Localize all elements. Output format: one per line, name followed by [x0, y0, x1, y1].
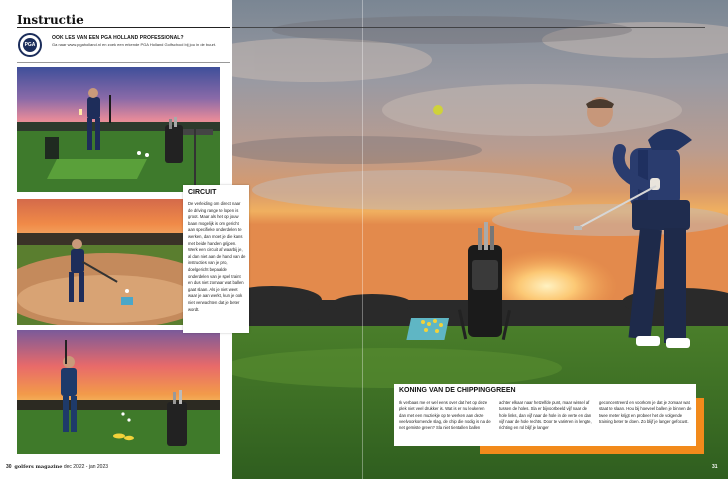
- pga-logo-text: PGA: [23, 38, 37, 52]
- koning-column-2: achter elkaar naar hetzelfde punt, maar wissel af tussen de holes. Sla er bijvoorbeeld vijf naar de hole links, dan vijf naar de hole in de verte en dan vijf naar de hole rechts. Door te variëren in lengte, richting en rol blijf je langer: [499, 400, 592, 431]
- photo-driving-range: [17, 67, 220, 192]
- circuit-textbox: [183, 185, 249, 333]
- header-rule-right: [232, 27, 705, 28]
- section-title: Instructie: [17, 13, 84, 27]
- circuit-heading: CIRCUIT: [188, 189, 217, 196]
- koning-column-1: Ik verbaas me er wel eens over dat het op deze plek niet veel drukker is. Wat is er nu leukeren dan met een muziekje op te werken aan deze veelvoorkomende slag, de chip die nodig is na de net gemiste green? Sla niet tientallen ballen: [399, 400, 491, 431]
- circuit-body: De verleiding om direct naar de driving range te lopen is groot. Maar als het op jouw baan mogelijk is om gericht aan specifieke onderdelen te werken, dan moet je die kans met beide handen grijpen. Werk een circuit af waarbij je, al dan niet aan de hand van de instructies van je pro, doelgericht bepaalde onderdelen van je spel traint en dus niet zomaar wat ballen gaat slaan. Als je niet weet waar je aan werkt, kun je ook niet verwachten dat je beter wordt.: [188, 201, 246, 312]
- title-rule: [17, 27, 230, 28]
- koning-heading: KONING VAN DE CHIPPINGGREEN: [399, 387, 516, 394]
- issue-date: dec 2022 - jan 2023: [63, 464, 109, 470]
- page-number-right: 31: [712, 464, 718, 470]
- pga-logo: [18, 33, 42, 57]
- koning-column-3: geconcentreerd en voorkom je dat je zomaar wat staat te slaan. Hou bij hoeveel ballen je binnen de twee meter krijgt en probeer het de volgende training beter te doen. Zo blijf je langer gefocust.: [599, 400, 692, 424]
- pga-divider: [17, 62, 230, 63]
- koning-textbox: [394, 384, 696, 446]
- page-gutter: [362, 0, 363, 479]
- pga-text: Ga naar www.pgaholland.nl en zoek een erkende PGA Holland Golfschool bij jou in de buurt.: [52, 42, 217, 47]
- folio-left: [6, 464, 108, 470]
- photo-approach: [17, 330, 220, 454]
- magazine-name: golfers magazine: [14, 464, 63, 470]
- koning-columns: [399, 400, 693, 431]
- photo-bunker: [17, 199, 183, 325]
- page-number-left: 30: [6, 464, 12, 470]
- pga-heading: OOK LES VAN EEN PGA HOLLAND PROFESSIONAL?: [52, 35, 184, 41]
